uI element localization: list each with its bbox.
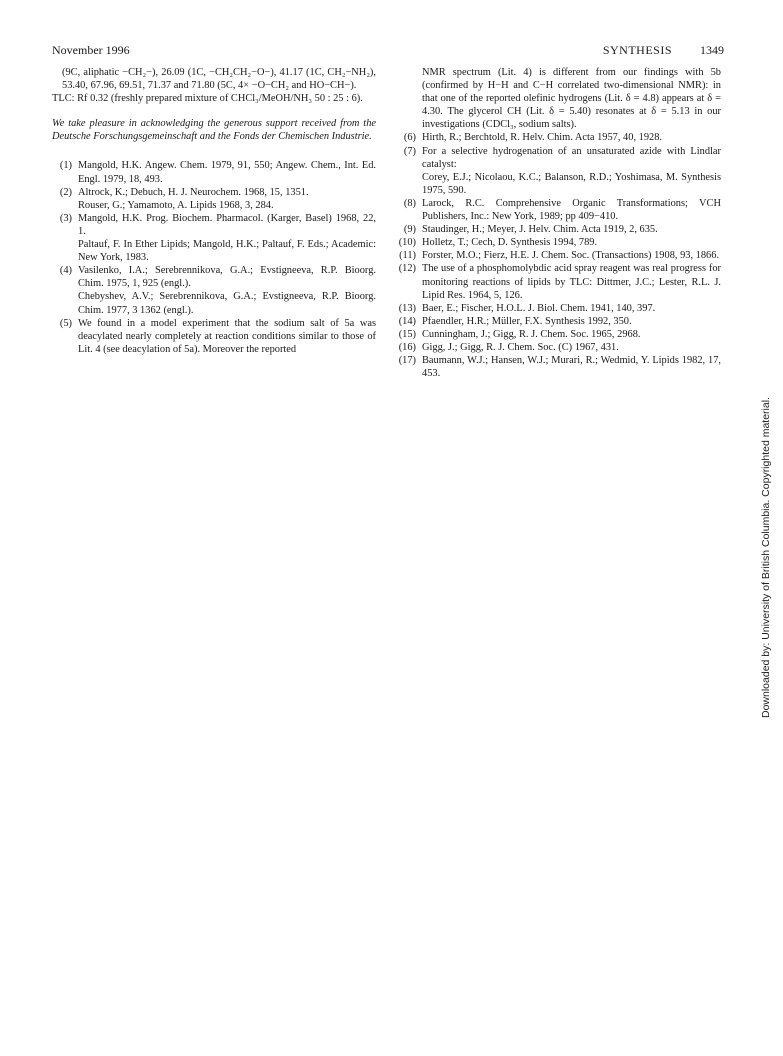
reference-3-sub: Paltauf, F. In Ether Lipids; Mangold, H.K.; Paltauf, F. Eds.; Academic: New York, 1983. bbox=[78, 239, 376, 264]
reference-number: (12) bbox=[398, 263, 416, 275]
reference-2-sub: Rouser, G.; Yamamoto, A. Lipids 1968, 3, 284. bbox=[78, 199, 274, 211]
reference-number: (8) bbox=[403, 197, 416, 209]
reference-4-sub: Chebyshev, A.V.; Serebrennikova, G.A.; Evstigneeva, R.P. Bioorg. Chim. 1977, 3 1362 (engl.). bbox=[78, 291, 376, 316]
page-header bbox=[52, 43, 724, 59]
reference-12 bbox=[396, 262, 721, 301]
reference-text: Cunningham, J.; Gigg, R. J. Chem. Soc. 1965, 2968. bbox=[422, 328, 641, 340]
reference-text: Baer, E.; Fischer, H.O.L. J. Biol. Chem. 1941, 140, 397. bbox=[422, 302, 656, 314]
reference-number: (6) bbox=[403, 132, 416, 144]
reference-number: (13) bbox=[398, 302, 416, 314]
reference-text: Larock, R.C. Comprehensive Organic Transformations; VCH Publishers, Inc.: New York, 1989; pp 409−410. bbox=[422, 197, 721, 223]
reference-text: Forster, M.O.; Fierz, H.E. J. Chem. Soc. (Transactions) 1908, 93, 1866. bbox=[422, 250, 720, 262]
reference-14 bbox=[396, 315, 721, 328]
reference-number: (9) bbox=[403, 224, 416, 236]
issue-date: November 1996 bbox=[52, 43, 130, 57]
reference-text: Vasilenko, I.A.; Serebrennikova, G.A.; Evstigneeva, R.P. Bioorg. Chim. 1975, 1, 925 (engl.). bbox=[78, 265, 376, 290]
reference-7 bbox=[396, 145, 721, 171]
right-column bbox=[396, 66, 721, 380]
reference-number: (1) bbox=[59, 160, 72, 172]
reference-text: Gigg, J.; Gigg, R. J. Chem. Soc. (C) 1967, 431. bbox=[422, 341, 619, 353]
page-number: 1349 bbox=[700, 43, 724, 57]
reference-number: (5) bbox=[59, 317, 72, 329]
reference-number: (3) bbox=[59, 212, 72, 224]
reference-17 bbox=[396, 354, 721, 380]
nmr-data: (9C, aliphatic −CH₂−), 26.09 (1C, −CH₂CH₂−O−), 41.17 (1C, CH₂−NH₂), 53.40, 67.96, 69.51, 71.37 and 71.80 (5C, 4× −O−CH₂ and HO−CH−). bbox=[62, 67, 376, 92]
reference-number: (4) bbox=[59, 265, 72, 277]
reference-1 bbox=[52, 159, 376, 185]
reference-text: Altrock, K.; Debuch, H. J. Neurochem. 1968, 15, 1351. bbox=[78, 186, 309, 198]
reference-13 bbox=[396, 302, 721, 315]
journal-name: SYNTHESIS bbox=[602, 43, 672, 57]
reference-text: Mangold, H.K. Angew. Chem. 1979, 91, 550; Angew. Chem., Int. Ed. Engl. 1979, 18, 493. bbox=[78, 160, 376, 185]
reference-5 bbox=[52, 317, 376, 356]
reference-7-sub: Corey, E.J.; Nicolaou, K.C.; Balanson, R.D.; Yoshimasa, M. Synthesis 1975, 590. bbox=[422, 171, 721, 196]
reference-number: (17) bbox=[398, 355, 416, 367]
reference-11 bbox=[396, 249, 721, 262]
download-watermark: Downloaded by: University of British Columbia. Copyrighted material. bbox=[760, 397, 772, 718]
reference-2 bbox=[52, 186, 376, 199]
reference-5-continuation: NMR spectrum (Lit. 4) is different from our findings with 5b (confirmed by H−H and C−H correlated two-dimensional NMR): in that one of the reported olefinic hydrogens (Lit. δ = 4.8) appears at δ = 4.30. The glycerol CH (Lit. δ = 5.40) resonates at δ = 5.13 in our investigations (CDCl₃, sodium salts). bbox=[422, 67, 721, 131]
reference-15 bbox=[396, 328, 721, 341]
reference-16 bbox=[396, 341, 721, 354]
acknowledgement: We take pleasure in acknowledging the generous support received from the Deutsche Forschungsgemeinschaft and the Fonds der Chemischen Industrie. bbox=[52, 118, 376, 143]
reference-6 bbox=[396, 131, 721, 144]
reference-4 bbox=[52, 264, 376, 290]
reference-3 bbox=[52, 212, 376, 238]
reference-number: (2) bbox=[59, 186, 72, 198]
left-column bbox=[52, 66, 376, 356]
reference-text: Mangold, H.K. Prog. Biochem. Pharmacol. (Karger, Basel) 1968, 22, 1. bbox=[78, 212, 376, 237]
reference-text: The use of a phosphomolybdic acid spray reagent was real progress for monitoring reactions of lipids by TLC: Dittmer, J.C.; Lester, R.L. J. Lipid Res. 1964, 5, 126. bbox=[422, 263, 721, 301]
reference-number: (14) bbox=[398, 315, 416, 327]
reference-8 bbox=[396, 197, 721, 223]
reference-text: We found in a model experiment that the sodium salt of 5a was deacylated nearly completely at reaction conditions similar to those of Lit. 4 (see deacylation of 5a). Moreover the reported bbox=[78, 317, 376, 355]
reference-number: (10) bbox=[398, 237, 416, 249]
reference-text: Holletz, T.; Cech, D. Synthesis 1994, 789. bbox=[422, 237, 598, 249]
reference-text: Baumann, W.J.; Hansen, W.J.; Murari, R.; Wedmid, Y. Lipids 1982, 17, 453. bbox=[422, 355, 721, 380]
reference-text: Staudinger, H.; Meyer, J. Helv. Chim. Acta 1919, 2, 635. bbox=[422, 224, 658, 236]
reference-number: (16) bbox=[398, 341, 416, 353]
reference-number: (11) bbox=[399, 250, 416, 262]
reference-number: (15) bbox=[398, 328, 416, 340]
reference-9 bbox=[396, 223, 721, 236]
reference-number: (7) bbox=[403, 145, 416, 157]
tlc-data: TLC: Rf 0.32 (freshly prepared mixture of CHCl₃/MeOH/NH₃ 50 : 25 : 6). bbox=[52, 93, 363, 105]
reference-text: For a selective hydrogenation of an unsaturated azide with Lindlar catalyst: bbox=[422, 145, 721, 170]
reference-text: Hirth, R.; Berchtold, R. Helv. Chim. Acta 1957, 40, 1928. bbox=[422, 132, 663, 144]
reference-10 bbox=[396, 236, 721, 249]
reference-text: Pfaendler, H.R.; Müller, F.X. Synthesis 1992, 350. bbox=[422, 315, 632, 327]
